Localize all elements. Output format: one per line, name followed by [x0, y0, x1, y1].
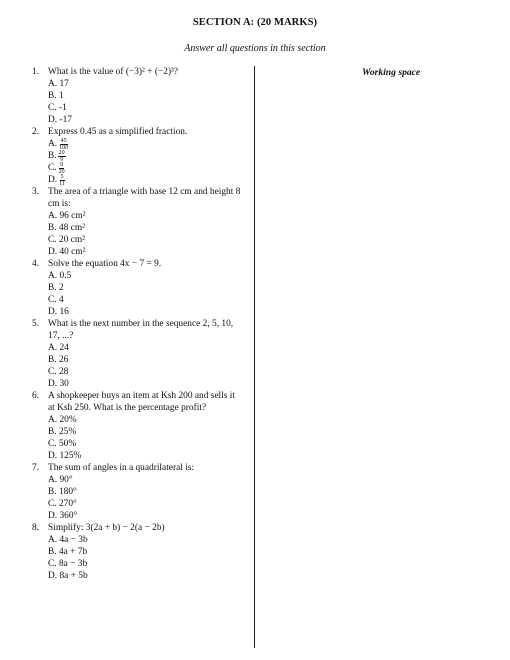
option-b[interactable]: B. 25%	[48, 427, 77, 437]
option-d[interactable]	[48, 174, 242, 186]
question-stem: What is the next number in the sequence 2, 5, 10, 17, ...?	[48, 319, 234, 341]
option-a[interactable]: A. 4a − 3b	[48, 535, 88, 545]
denominator: 9	[60, 156, 64, 163]
option-c[interactable]: C. 20 cm²	[48, 235, 85, 245]
option-c[interactable]	[48, 162, 242, 174]
question-number: 6.	[32, 391, 40, 401]
section-instruction: Answer all questions in this section	[184, 43, 326, 54]
option-d[interactable]: D. 40 cm²	[48, 247, 86, 257]
option-d[interactable]: D. 8a + 5b	[48, 571, 88, 581]
question-number: 3.	[32, 187, 40, 197]
option-c[interactable]: C. 270°	[48, 499, 77, 509]
question-8	[32, 522, 242, 582]
option-a[interactable]: A. 24	[48, 343, 69, 353]
question-list	[32, 66, 242, 582]
option-a[interactable]: A. 20%	[48, 415, 77, 425]
question-4	[32, 258, 242, 318]
question-number: 5.	[32, 319, 40, 329]
option-a[interactable]: A. 90°	[48, 475, 73, 485]
option-letter: B.	[48, 151, 57, 161]
option-a[interactable]: A. 96 cm²	[48, 211, 86, 221]
option-b[interactable]: B. 48 cm²	[48, 223, 85, 233]
option-b[interactable]: B. 1	[48, 91, 64, 101]
question-1	[32, 66, 242, 126]
option-b[interactable]	[48, 150, 242, 162]
question-number: 4.	[32, 259, 40, 269]
option-c[interactable]: C. 28	[48, 367, 69, 377]
option-c[interactable]: C. 4	[48, 295, 64, 305]
question-stem: Simplify: 3(2a + b) − 2(a − 2b)	[48, 523, 165, 533]
option-d[interactable]: D. 16	[48, 307, 69, 317]
question-6	[32, 390, 242, 462]
option-a[interactable]	[48, 138, 242, 150]
option-b[interactable]: B. 26	[48, 355, 69, 365]
question-stem: What is the value of (−3)² + (−2)³?	[48, 67, 179, 77]
option-letter: C.	[48, 163, 57, 173]
option-a[interactable]: A. 17	[48, 79, 69, 89]
option-b[interactable]: B. 180°	[48, 487, 77, 497]
question-number: 8.	[32, 523, 40, 533]
question-stem: A shopkeeper buys an item at Ksh 200 and sells it at Ksh 250. What is the percentage profit?	[48, 391, 235, 413]
numerator: 9	[60, 161, 64, 168]
question-number: 2.	[32, 127, 40, 137]
question-2	[32, 126, 242, 186]
denominator: 100	[59, 144, 69, 151]
question-stem: The sum of angles in a quadrilateral is:	[48, 463, 195, 473]
question-stem: Express 0.45 as a simplified fraction.	[48, 127, 188, 137]
question-3	[32, 186, 242, 258]
option-d[interactable]: D. 125%	[48, 451, 82, 461]
question-stem: The area of a triangle with base 12 cm and height 8 cm is:	[48, 187, 241, 209]
question-5	[32, 318, 242, 390]
denominator: 11	[59, 180, 65, 187]
fraction	[58, 174, 66, 187]
option-c[interactable]: C. 50%	[48, 439, 77, 449]
option-letter: D.	[48, 175, 58, 185]
column-divider	[254, 66, 255, 648]
option-a[interactable]: A. 0.5	[48, 271, 72, 281]
option-c[interactable]: C. -1	[48, 103, 67, 113]
question-stem: Solve the equation 4x − 7 = 9.	[48, 259, 162, 269]
option-d[interactable]: D. 360°	[48, 511, 78, 521]
option-letter: A.	[48, 139, 58, 149]
question-7	[32, 462, 242, 522]
question-number: 1.	[32, 67, 40, 77]
option-d[interactable]: D. 30	[48, 379, 69, 389]
numerator: 20	[58, 149, 65, 156]
denominator: 20	[58, 168, 65, 175]
question-number: 7.	[32, 463, 40, 473]
section-title: SECTION A: (20 MARKS)	[192, 17, 318, 28]
working-space-label: Working space	[362, 67, 421, 78]
numerator: 45	[60, 137, 67, 144]
option-b[interactable]: B. 4a + 7b	[48, 547, 88, 557]
option-c[interactable]: C. 8a − 3b	[48, 559, 88, 569]
option-b[interactable]: B. 2	[48, 283, 64, 293]
option-d[interactable]: D. -17	[48, 115, 72, 125]
numerator: 5	[60, 173, 64, 180]
